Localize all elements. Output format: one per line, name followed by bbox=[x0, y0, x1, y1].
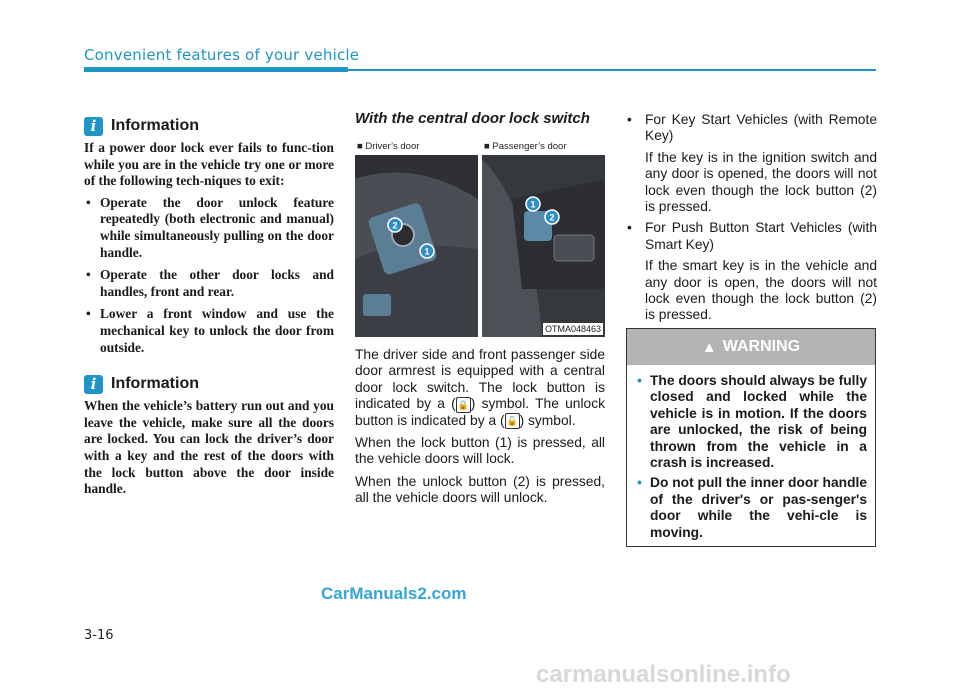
lock-switch-paragraph bbox=[355, 347, 605, 429]
unlock-icon: 🔓 bbox=[505, 413, 520, 429]
warning-box bbox=[626, 328, 876, 547]
left-column bbox=[84, 116, 334, 503]
passenger-door-label: ■ Passenger’s door bbox=[482, 139, 605, 155]
unlock-button-paragraph: When the unlock button (2) is pressed, all the vehicle doors will unlock. bbox=[355, 473, 605, 506]
warning-triangle-icon: ▲ bbox=[701, 338, 717, 356]
info-1-bullet: • Operate the door unlock feature repeatedly (both electronic and manual) while simultaneously pulling on the door handle. bbox=[84, 195, 334, 261]
section-title: Convenient features of your vehicle bbox=[84, 46, 360, 64]
middle-column bbox=[355, 110, 605, 513]
right-column bbox=[622, 112, 877, 329]
info-icon: i bbox=[84, 375, 103, 394]
page-number: 3-16 bbox=[84, 628, 114, 643]
push-button-item: • For Push Button Start Vehicles (with Smart Key) bbox=[622, 220, 877, 253]
info-1-intro: If a power door lock ever fails to func-tion while you are in the vehicle try one or more of the following tech-niques to exit: bbox=[84, 140, 334, 189]
info-icon: i bbox=[84, 117, 103, 136]
callout-2-label: 2 bbox=[392, 220, 398, 231]
info-1-bullet: • Operate the other door locks and handles, front and rear. bbox=[84, 267, 334, 300]
driver-door-label: ■ Driver’s door bbox=[355, 139, 478, 155]
header-rule-thick bbox=[84, 67, 348, 72]
callout-1-label: 1 bbox=[530, 199, 536, 210]
door-switch-figures bbox=[355, 139, 605, 337]
warning-title: WARNING bbox=[722, 338, 801, 355]
warning-header bbox=[627, 329, 875, 365]
warning-item: • Do not pull the inner door handle of the driver's or pas-senger's door while the vehi-cle is moving. bbox=[637, 475, 867, 541]
lock-icon: 🔒 bbox=[456, 397, 471, 413]
info-1-bullet: • Lower a front window and use the mechanical key to unlock the door from outside. bbox=[84, 306, 334, 356]
warning-body bbox=[627, 365, 875, 541]
info-box-1-header bbox=[84, 116, 334, 136]
watermark-link[interactable]: CarManuals2.com bbox=[321, 584, 467, 603]
driver-door-photo bbox=[355, 139, 478, 337]
subsection-heading: With the central door lock switch bbox=[355, 110, 590, 127]
info-title-1: Information bbox=[111, 116, 199, 134]
lock-text-a: The driver side and front passenger side door armrest is equipped with a central door lock switch. The lock button is indicated by a ( bbox=[355, 347, 605, 412]
push-button-text: If the smart key is in the vehicle and any door is open, the doors will not lock even though the lock button (2) is pressed. bbox=[645, 258, 877, 323]
key-start-text: If the key is in the ignition switch and any door is opened, the doors will not lock even though the lock button (2) is pressed. bbox=[645, 149, 877, 215]
lock-text-c: ) symbol. bbox=[519, 412, 576, 428]
callout-2-label: 2 bbox=[549, 212, 555, 223]
info-box-2-header bbox=[84, 374, 334, 394]
lock-text-b: ) symbol. The unlock button is indicated by a ( bbox=[355, 396, 605, 428]
footer-watermark: carmanualsonline.info bbox=[536, 661, 791, 688]
figure-code: OTMA048463 bbox=[544, 324, 601, 334]
info-title-2: Information bbox=[111, 374, 199, 392]
header-rule-thin bbox=[348, 69, 876, 71]
lock-button-paragraph: When the lock button (1) is pressed, all the vehicle doors will lock. bbox=[355, 435, 605, 467]
warning-item: • The doors should always be fully closed and locked while the vehicle is in motion. If the doors are unlocked, the risk of being thrown from the vehicle in a crash is increased. bbox=[637, 373, 867, 471]
driver-door-illustration bbox=[355, 139, 478, 337]
key-start-item: • For Key Start Vehicles (with Remote Key) bbox=[622, 112, 877, 145]
passenger-door-illustration bbox=[482, 139, 605, 337]
passenger-door-photo bbox=[482, 139, 605, 337]
info-2-text: When the vehicle’s battery run out and you leave the vehicle, make sure all the doors are locked. You can lock the driver’s door with a key and the rest of the doors with the lock button above the door inside handle. bbox=[84, 398, 334, 497]
callout-1-label: 1 bbox=[424, 246, 430, 257]
